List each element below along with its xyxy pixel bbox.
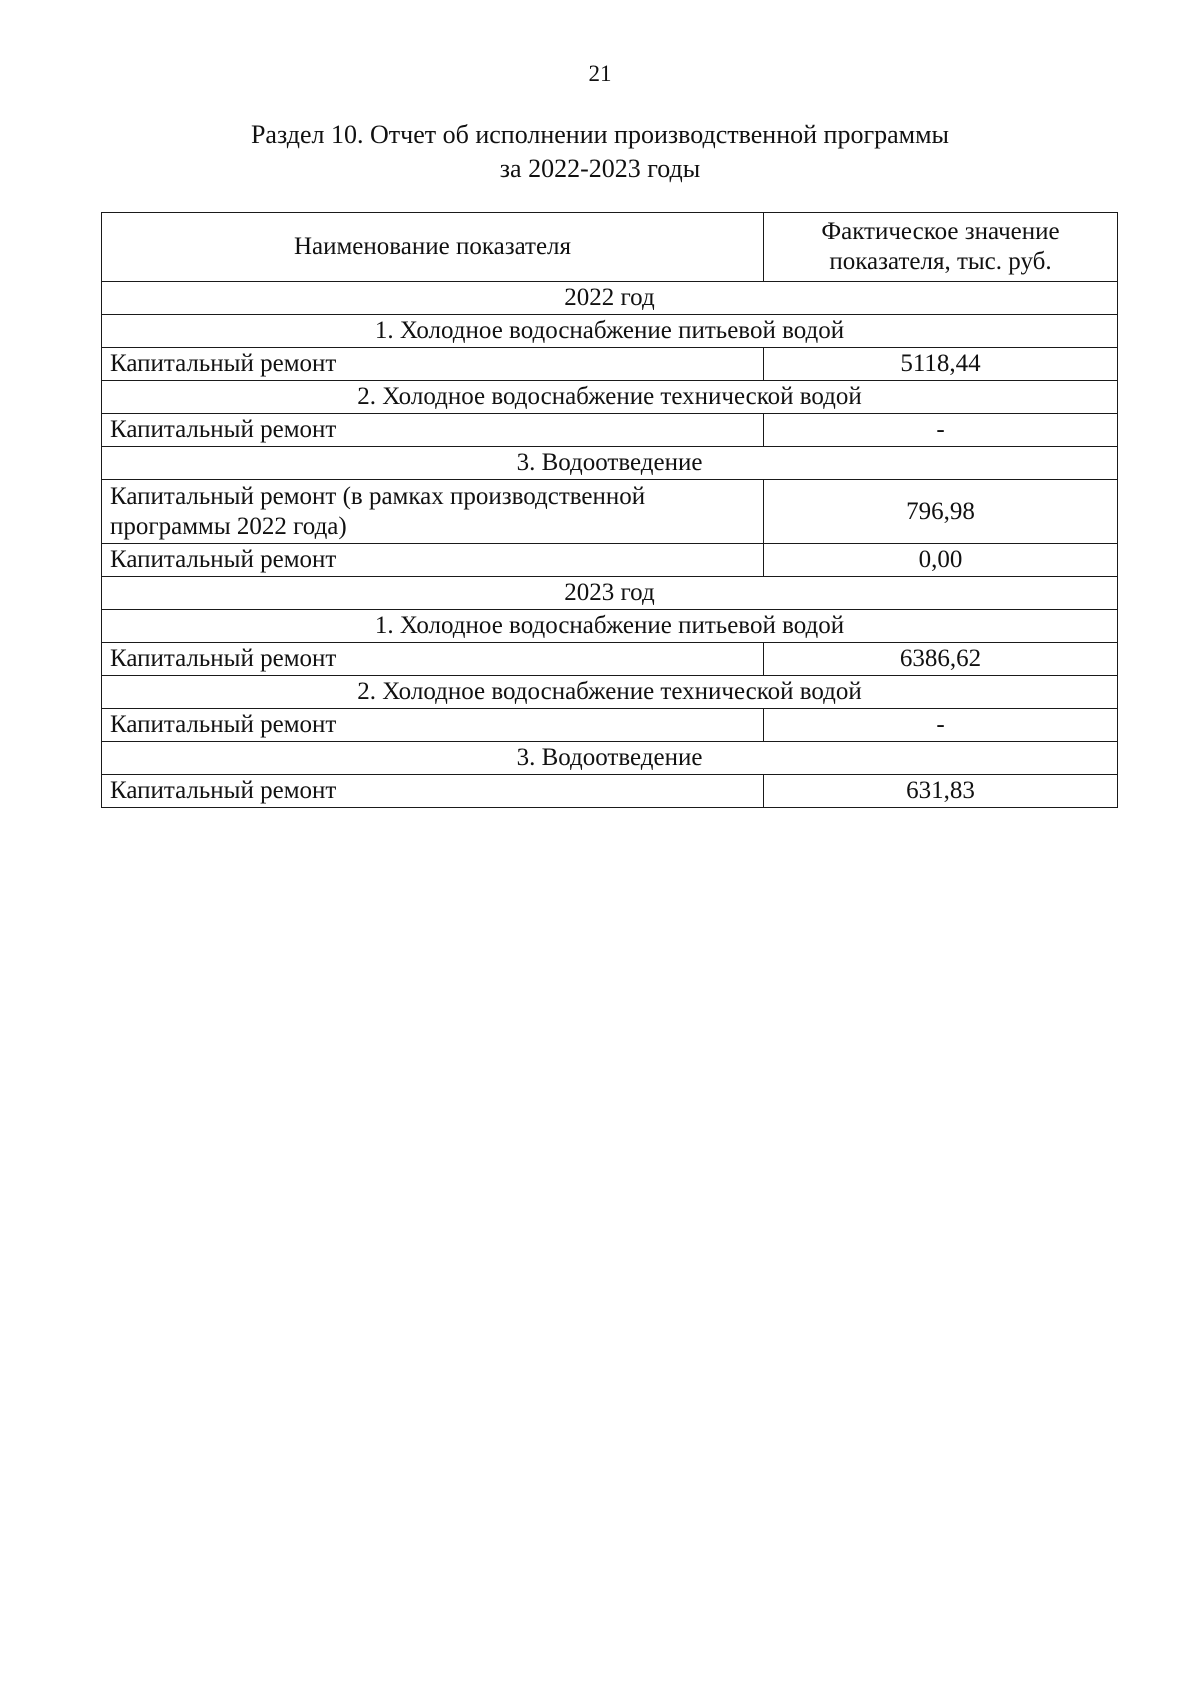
year-label-2023: 2023 год: [102, 577, 1118, 610]
table-row: [102, 544, 1118, 577]
indicator-value: 6386,62: [764, 643, 1118, 676]
year-row-2023: [102, 577, 1118, 610]
header-value-line-1: Фактическое значение: [821, 218, 1060, 245]
section-row: [102, 610, 1118, 643]
section-row: [102, 381, 1118, 414]
section-title: 3. Водоотведение: [102, 742, 1118, 775]
indicator-value: 0,00: [764, 544, 1118, 577]
table-row: [102, 709, 1118, 742]
title-line-1: Раздел 10. Отчет об исполнении производственной программы: [250, 120, 950, 149]
table-row: [102, 480, 1118, 544]
indicator-value: 796,98: [764, 480, 1118, 544]
section-title: 1. Холодное водоснабжение питьевой водой: [102, 315, 1118, 348]
indicator-name: Капитальный ремонт: [102, 709, 764, 742]
section-title: 2. Холодное водоснабжение технической водой: [102, 676, 1118, 709]
table-row: [102, 414, 1118, 447]
indicator-value: 5118,44: [764, 348, 1118, 381]
table-header-row: [102, 213, 1118, 282]
report-table: [101, 212, 1118, 808]
header-name-label: Наименование показателя: [293, 233, 572, 260]
header-value: [764, 213, 1118, 282]
indicator-value: -: [764, 709, 1118, 742]
section-title: 3. Водоотведение: [102, 447, 1118, 480]
indicator-name-line-1: Капитальный ремонт (в рамках производственной: [110, 482, 646, 510]
indicator-name: [102, 480, 764, 544]
section-row: [102, 742, 1118, 775]
year-label-2022: 2022 год: [102, 282, 1118, 315]
title-line-2: за 2022-2023 годы: [499, 154, 701, 183]
document-title: [0, 118, 1200, 186]
indicator-name: Капитальный ремонт: [102, 348, 764, 381]
table-row: [102, 348, 1118, 381]
section-row: [102, 315, 1118, 348]
section-row: [102, 447, 1118, 480]
indicator-value: -: [764, 414, 1118, 447]
indicator-name: Капитальный ремонт: [102, 775, 764, 808]
table-row: [102, 775, 1118, 808]
page-number: 21: [588, 61, 612, 86]
header-name: [102, 213, 764, 282]
indicator-name: Капитальный ремонт: [102, 643, 764, 676]
indicator-value: 631,83: [764, 775, 1118, 808]
year-row-2022: [102, 282, 1118, 315]
section-title: 1. Холодное водоснабжение питьевой водой: [102, 610, 1118, 643]
indicator-name: Капитальный ремонт: [102, 414, 764, 447]
indicator-name: Капитальный ремонт: [102, 544, 764, 577]
section-row: [102, 676, 1118, 709]
header-value-line-2: показателя, тыс. руб.: [829, 248, 1052, 275]
section-title: 2. Холодное водоснабжение технической водой: [102, 381, 1118, 414]
table-row: [102, 643, 1118, 676]
indicator-name-line-2: программы 2022 года): [110, 512, 347, 540]
